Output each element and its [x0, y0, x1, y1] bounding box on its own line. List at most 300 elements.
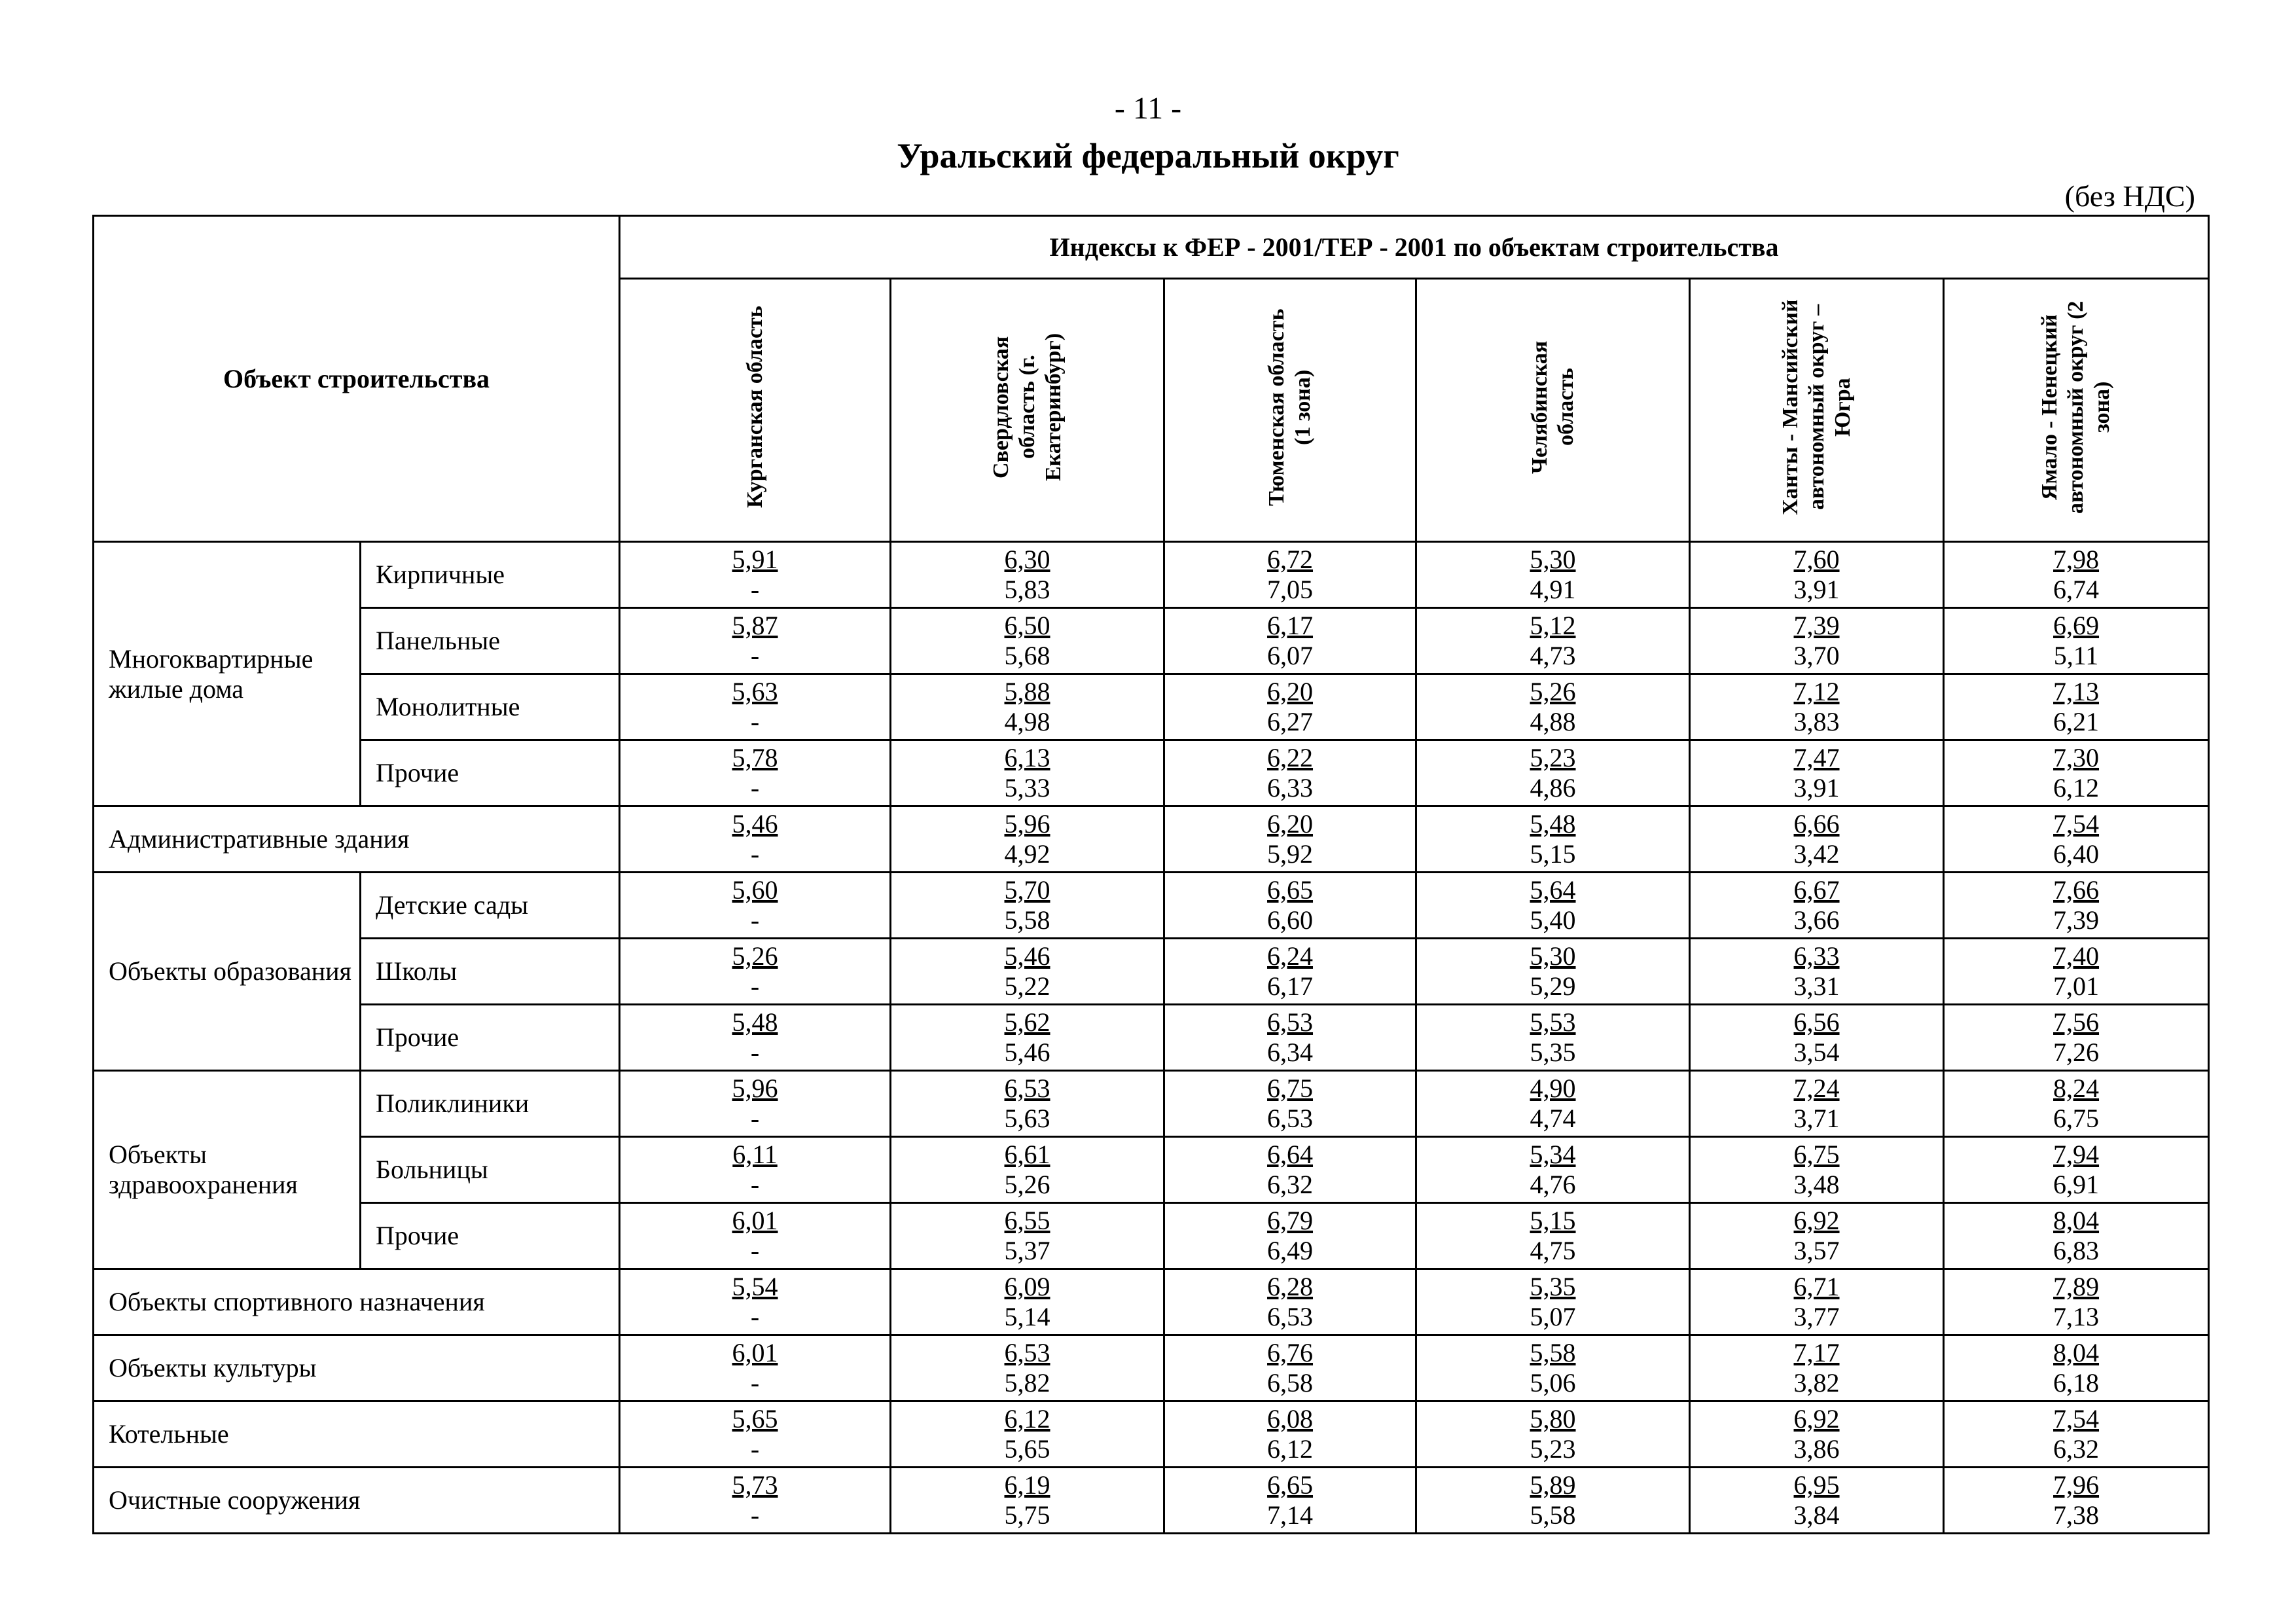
value-top: 5,73 — [732, 1470, 778, 1500]
value-bottom: 3,66 — [1793, 905, 1840, 935]
value-bottom: - — [750, 773, 760, 803]
value-top: 6,75 — [1793, 1140, 1840, 1169]
value-cell — [1164, 674, 1416, 740]
value-top: 7,40 — [2053, 941, 2100, 971]
value-top: 5,96 — [1004, 809, 1050, 839]
value-top: 6,01 — [732, 1338, 778, 1367]
row-label: Административные здания — [94, 806, 620, 873]
value-cell — [1416, 806, 1690, 873]
value-bottom: 5,07 — [1530, 1302, 1576, 1331]
row-label: Больницы — [361, 1137, 620, 1203]
value-top: 5,87 — [732, 611, 778, 640]
value-bottom: 5,68 — [1004, 641, 1050, 670]
value-top: 8,04 — [2053, 1338, 2100, 1367]
region-header — [1164, 279, 1416, 542]
value-top: 5,96 — [732, 1074, 778, 1103]
indices-header: Индексы к ФЕР - 2001/ТЕР - 2001 по объектам строительства — [620, 216, 2209, 279]
value-cell — [620, 542, 891, 608]
value-cell — [620, 1401, 891, 1468]
value-cell — [1690, 542, 1944, 608]
value-top: 5,30 — [1530, 941, 1576, 971]
value-top: 6,71 — [1793, 1272, 1840, 1301]
value-cell — [620, 674, 891, 740]
value-cell — [1416, 1401, 1690, 1468]
value-top: 6,12 — [1004, 1404, 1050, 1434]
value-bottom: 5,26 — [1004, 1170, 1050, 1199]
value-cell — [1164, 1203, 1416, 1269]
value-top: 5,70 — [1004, 875, 1050, 905]
value-bottom: 6,75 — [2053, 1104, 2100, 1133]
region-header — [1416, 279, 1690, 542]
value-cell — [1690, 608, 1944, 674]
table-row — [94, 1269, 2209, 1335]
value-bottom: 6,21 — [2053, 707, 2100, 736]
value-cell — [1944, 939, 2209, 1005]
value-bottom: 3,31 — [1793, 971, 1840, 1001]
value-bottom: 6,40 — [2053, 839, 2100, 869]
value-cell — [891, 740, 1164, 806]
value-cell — [891, 1203, 1164, 1269]
value-bottom: - — [750, 1302, 760, 1331]
value-bottom: 5,63 — [1004, 1104, 1050, 1133]
value-bottom: 5,29 — [1530, 971, 1576, 1001]
value-cell — [620, 1335, 891, 1401]
value-bottom: 6,32 — [1267, 1170, 1314, 1199]
table-row — [94, 1005, 2209, 1071]
region-header — [620, 279, 891, 542]
value-cell — [620, 1005, 891, 1071]
value-cell — [1944, 806, 2209, 873]
table-row — [94, 740, 2209, 806]
value-top: 6,24 — [1267, 941, 1314, 971]
region-header-text: Ямало - Ненецкий автономный округ (2 зона) — [2037, 300, 2115, 514]
value-bottom: 5,92 — [1267, 839, 1314, 869]
value-bottom: - — [750, 1500, 760, 1530]
value-cell — [620, 873, 891, 939]
value-top: 6,92 — [1793, 1206, 1840, 1235]
group-label: Объекты образования — [94, 873, 361, 1071]
value-cell — [1690, 1468, 1944, 1534]
value-bottom: 6,34 — [1267, 1038, 1314, 1067]
value-top: 5,53 — [1530, 1007, 1576, 1037]
value-cell — [891, 806, 1164, 873]
value-cell — [1690, 1269, 1944, 1335]
value-top: 7,30 — [2053, 743, 2100, 772]
value-bottom: 5,15 — [1530, 839, 1576, 869]
value-cell — [1690, 1137, 1944, 1203]
value-top: 5,63 — [732, 677, 778, 706]
value-cell — [891, 1468, 1164, 1534]
value-cell — [1164, 740, 1416, 806]
value-cell — [1164, 806, 1416, 873]
table-row — [94, 674, 2209, 740]
value-cell — [1690, 873, 1944, 939]
value-top: 6,79 — [1267, 1206, 1314, 1235]
value-bottom: 6,17 — [1267, 971, 1314, 1001]
value-bottom: - — [750, 1236, 760, 1265]
row-label: Объекты культуры — [94, 1335, 620, 1401]
value-cell — [891, 1071, 1164, 1137]
value-bottom: 7,05 — [1267, 575, 1314, 604]
value-bottom: - — [750, 905, 760, 935]
value-top: 8,24 — [2053, 1074, 2100, 1103]
page-title: Уральский федеральный округ — [897, 136, 1399, 175]
value-top: 6,65 — [1267, 1470, 1314, 1500]
table-row — [94, 1401, 2209, 1468]
value-top: 6,69 — [2053, 611, 2100, 640]
value-top: 7,60 — [1793, 545, 1840, 574]
row-label: Прочие — [361, 740, 620, 806]
region-header — [1690, 279, 1944, 542]
value-top: 5,89 — [1530, 1470, 1576, 1500]
value-top: 6,75 — [1267, 1074, 1314, 1103]
value-top: 6,20 — [1267, 677, 1314, 706]
value-cell — [891, 542, 1164, 608]
value-bottom: 6,33 — [1267, 773, 1314, 803]
value-bottom: - — [750, 1170, 760, 1199]
value-cell — [891, 873, 1164, 939]
value-bottom: - — [750, 1104, 760, 1133]
value-top: 6,55 — [1004, 1206, 1050, 1235]
row-label: Котельные — [94, 1401, 620, 1468]
value-top: 5,48 — [1530, 809, 1576, 839]
value-bottom: 3,84 — [1793, 1500, 1840, 1530]
value-bottom: 5,82 — [1004, 1368, 1050, 1398]
value-bottom: - — [750, 971, 760, 1001]
value-top: 6,56 — [1793, 1007, 1840, 1037]
value-top: 5,23 — [1530, 743, 1576, 772]
value-top: 5,78 — [732, 743, 778, 772]
table-row — [94, 1468, 2209, 1534]
value-top: 6,95 — [1793, 1470, 1840, 1500]
value-top: 5,88 — [1004, 677, 1050, 706]
value-top: 6,65 — [1267, 875, 1314, 905]
row-label: Монолитные — [361, 674, 620, 740]
value-top: 6,67 — [1793, 875, 1840, 905]
value-top: 5,12 — [1530, 611, 1576, 640]
value-bottom: 5,23 — [1530, 1434, 1576, 1464]
value-cell — [1944, 1203, 2209, 1269]
row-label: Школы — [361, 939, 620, 1005]
value-top: 6,11 — [732, 1140, 778, 1169]
row-label: Объекты спортивного назначения — [94, 1269, 620, 1335]
value-bottom: 4,86 — [1530, 773, 1576, 803]
value-cell — [891, 1335, 1164, 1401]
value-bottom: 5,33 — [1004, 773, 1050, 803]
index-table — [92, 215, 2210, 1534]
table-row — [94, 1071, 2209, 1137]
value-bottom: - — [750, 641, 760, 670]
table-row — [94, 806, 2209, 873]
value-cell — [1416, 608, 1690, 674]
value-bottom: - — [750, 575, 760, 604]
value-bottom: 6,74 — [2053, 575, 2100, 604]
value-bottom: 6,53 — [1267, 1302, 1314, 1331]
value-cell — [1164, 1005, 1416, 1071]
value-bottom: 3,86 — [1793, 1434, 1840, 1464]
value-bottom: - — [750, 707, 760, 736]
value-top: 5,58 — [1530, 1338, 1576, 1367]
region-header-text: Свердловская область (г. Екатеринбург) — [988, 333, 1066, 481]
value-top: 5,80 — [1530, 1404, 1576, 1434]
value-bottom: 5,65 — [1004, 1434, 1050, 1464]
value-cell — [620, 740, 891, 806]
value-top: 7,54 — [2053, 809, 2100, 839]
value-cell — [1416, 939, 1690, 1005]
value-top: 6,76 — [1267, 1338, 1314, 1367]
value-top: 6,30 — [1004, 545, 1050, 574]
value-bottom: 6,53 — [1267, 1104, 1314, 1133]
value-top: 7,12 — [1793, 677, 1840, 706]
value-top: 6,64 — [1267, 1140, 1314, 1169]
value-cell — [1944, 1071, 2209, 1137]
value-bottom: 5,58 — [1530, 1500, 1576, 1530]
value-bottom: 3,48 — [1793, 1170, 1840, 1199]
row-label: Поликлиники — [361, 1071, 620, 1137]
value-bottom: - — [750, 1038, 760, 1067]
value-cell — [891, 674, 1164, 740]
value-bottom: 4,76 — [1530, 1170, 1576, 1199]
value-bottom: - — [750, 1434, 760, 1464]
value-bottom: 7,26 — [2053, 1038, 2100, 1067]
value-cell — [1416, 1071, 1690, 1137]
value-cell — [1164, 542, 1416, 608]
value-cell — [1416, 674, 1690, 740]
value-cell — [1944, 1335, 2209, 1401]
value-top: 5,54 — [732, 1272, 778, 1301]
value-cell — [1416, 1203, 1690, 1269]
value-cell — [1690, 1335, 1944, 1401]
value-bottom: 3,42 — [1793, 839, 1840, 869]
value-cell — [1944, 1005, 2209, 1071]
value-cell — [1164, 1401, 1416, 1468]
value-cell — [620, 1203, 891, 1269]
value-top: 5,35 — [1530, 1272, 1576, 1301]
row-label: Панельные — [361, 608, 620, 674]
value-top: 7,54 — [2053, 1404, 2100, 1434]
value-cell — [1690, 1005, 1944, 1071]
value-top: 7,13 — [2053, 677, 2100, 706]
value-top: 6,66 — [1793, 809, 1840, 839]
value-top: 5,62 — [1004, 1007, 1050, 1037]
value-top: 7,94 — [2053, 1140, 2100, 1169]
table-row — [94, 542, 2209, 608]
value-bottom: 4,75 — [1530, 1236, 1576, 1265]
vat-note: (без НДС) — [2064, 179, 2195, 213]
value-cell — [1416, 1468, 1690, 1534]
value-cell — [891, 939, 1164, 1005]
value-cell — [891, 1005, 1164, 1071]
value-bottom: 5,06 — [1530, 1368, 1576, 1398]
value-top: 6,72 — [1267, 545, 1314, 574]
value-bottom: 6,60 — [1267, 905, 1314, 935]
value-cell — [891, 1269, 1164, 1335]
region-header-text: Курганская область — [742, 306, 767, 508]
value-cell — [1944, 1401, 2209, 1468]
value-cell — [1690, 740, 1944, 806]
table-row — [94, 939, 2209, 1005]
value-bottom: 5,58 — [1004, 905, 1050, 935]
value-cell — [620, 806, 891, 873]
value-cell — [1690, 1203, 1944, 1269]
value-cell — [1416, 740, 1690, 806]
value-bottom: 3,91 — [1793, 575, 1840, 604]
value-bottom: 6,91 — [2053, 1170, 2100, 1199]
value-cell — [891, 608, 1164, 674]
value-cell — [1164, 873, 1416, 939]
value-cell — [1690, 939, 1944, 1005]
value-bottom: 3,70 — [1793, 641, 1840, 670]
value-top: 7,66 — [2053, 875, 2100, 905]
value-top: 6,50 — [1004, 611, 1050, 640]
value-top: 5,48 — [732, 1007, 778, 1037]
value-top: 7,24 — [1793, 1074, 1840, 1103]
value-cell — [1416, 873, 1690, 939]
value-cell — [1690, 1071, 1944, 1137]
table-row — [94, 608, 2209, 674]
value-cell — [1164, 1071, 1416, 1137]
value-bottom: 3,77 — [1793, 1302, 1840, 1331]
value-bottom: 6,83 — [2053, 1236, 2100, 1265]
value-top: 5,26 — [1530, 677, 1576, 706]
value-cell — [1164, 1468, 1416, 1534]
value-cell — [891, 1137, 1164, 1203]
value-top: 5,26 — [732, 941, 778, 971]
region-header — [1944, 279, 2209, 542]
value-top: 6,53 — [1267, 1007, 1314, 1037]
value-top: 6,09 — [1004, 1272, 1050, 1301]
value-bottom: 6,07 — [1267, 641, 1314, 670]
value-top: 7,98 — [2053, 545, 2100, 574]
value-top: 5,46 — [1004, 941, 1050, 971]
table-row — [94, 1335, 2209, 1401]
value-bottom: 5,22 — [1004, 971, 1050, 1001]
value-bottom: 6,27 — [1267, 707, 1314, 736]
value-top: 7,89 — [2053, 1272, 2100, 1301]
value-cell — [620, 1269, 891, 1335]
value-bottom: 7,14 — [1267, 1500, 1314, 1530]
value-top: 6,28 — [1267, 1272, 1314, 1301]
value-top: 6,08 — [1267, 1404, 1314, 1434]
value-cell — [620, 1137, 891, 1203]
value-bottom: 5,40 — [1530, 905, 1576, 935]
value-bottom: 7,38 — [2053, 1500, 2100, 1530]
value-bottom: 3,82 — [1793, 1368, 1840, 1398]
value-cell — [1416, 1269, 1690, 1335]
value-bottom: - — [750, 839, 760, 869]
value-bottom: 7,39 — [2053, 905, 2100, 935]
value-top: 5,34 — [1530, 1140, 1576, 1169]
value-cell — [1944, 740, 2209, 806]
value-cell — [1690, 1401, 1944, 1468]
value-top: 6,61 — [1004, 1140, 1050, 1169]
value-cell — [1416, 1137, 1690, 1203]
value-bottom: 4,98 — [1004, 707, 1050, 736]
value-cell — [1690, 806, 1944, 873]
value-cell — [1164, 1269, 1416, 1335]
value-cell — [1944, 1269, 2209, 1335]
row-label: Прочие — [361, 1203, 620, 1269]
value-bottom: 4,88 — [1530, 707, 1576, 736]
value-bottom: 6,49 — [1267, 1236, 1314, 1265]
value-bottom: 4,92 — [1004, 839, 1050, 869]
value-cell — [1416, 542, 1690, 608]
value-top: 7,17 — [1793, 1338, 1840, 1367]
value-top: 5,15 — [1530, 1206, 1576, 1235]
value-cell — [1944, 873, 2209, 939]
value-cell — [1416, 1335, 1690, 1401]
value-bottom: 6,12 — [1267, 1434, 1314, 1464]
value-bottom: 7,13 — [2053, 1302, 2100, 1331]
value-top: 5,30 — [1530, 545, 1576, 574]
value-bottom: 5,83 — [1004, 575, 1050, 604]
value-top: 6,01 — [732, 1206, 778, 1235]
value-bottom: 6,18 — [2053, 1368, 2100, 1398]
value-bottom: 5,46 — [1004, 1038, 1050, 1067]
page-number: - 11 - — [1114, 91, 1182, 126]
value-top: 4,90 — [1530, 1074, 1576, 1103]
value-cell — [1944, 1137, 2209, 1203]
value-cell — [891, 1401, 1164, 1468]
value-bottom: 3,71 — [1793, 1104, 1840, 1133]
value-bottom: 6,12 — [2053, 773, 2100, 803]
value-top: 7,56 — [2053, 1007, 2100, 1037]
value-bottom: 6,32 — [2053, 1434, 2100, 1464]
value-top: 6,13 — [1004, 743, 1050, 772]
value-bottom: - — [750, 1368, 760, 1398]
row-label: Детские сады — [361, 873, 620, 939]
table-row — [94, 873, 2209, 939]
row-label: Очистные сооружения — [94, 1468, 620, 1534]
value-cell — [1416, 1005, 1690, 1071]
value-top: 6,22 — [1267, 743, 1314, 772]
group-label: Объекты здравоохранения — [94, 1071, 361, 1269]
value-top: 6,92 — [1793, 1404, 1840, 1434]
value-bottom: 6,58 — [1267, 1368, 1314, 1398]
row-label: Кирпичные — [361, 542, 620, 608]
value-cell — [1944, 542, 2209, 608]
value-bottom: 5,35 — [1530, 1038, 1576, 1067]
value-top: 5,46 — [732, 809, 778, 839]
value-cell — [620, 608, 891, 674]
value-top: 6,20 — [1267, 809, 1314, 839]
value-bottom: 5,11 — [2053, 641, 2099, 670]
value-cell — [620, 939, 891, 1005]
value-cell — [620, 1071, 891, 1137]
table-row — [94, 1203, 2209, 1269]
value-bottom: 4,73 — [1530, 641, 1576, 670]
value-bottom: 3,91 — [1793, 773, 1840, 803]
value-bottom: 4,91 — [1530, 575, 1576, 604]
value-bottom: 7,01 — [2053, 971, 2100, 1001]
value-top: 6,53 — [1004, 1338, 1050, 1367]
value-bottom: 5,37 — [1004, 1236, 1050, 1265]
value-top: 6,17 — [1267, 611, 1314, 640]
value-cell — [1164, 939, 1416, 1005]
value-top: 7,39 — [1793, 611, 1840, 640]
region-header-text: Челябинская область — [1527, 340, 1578, 474]
value-top: 5,60 — [732, 875, 778, 905]
value-top: 6,19 — [1004, 1470, 1050, 1500]
value-top: 5,91 — [732, 545, 778, 574]
value-cell — [1164, 1335, 1416, 1401]
value-top: 6,53 — [1004, 1074, 1050, 1103]
value-bottom: 3,54 — [1793, 1038, 1840, 1067]
row-label: Прочие — [361, 1005, 620, 1071]
region-header — [891, 279, 1164, 542]
value-bottom: 5,14 — [1004, 1302, 1050, 1331]
group-label: Многоквартирные жилые дома — [94, 542, 361, 806]
